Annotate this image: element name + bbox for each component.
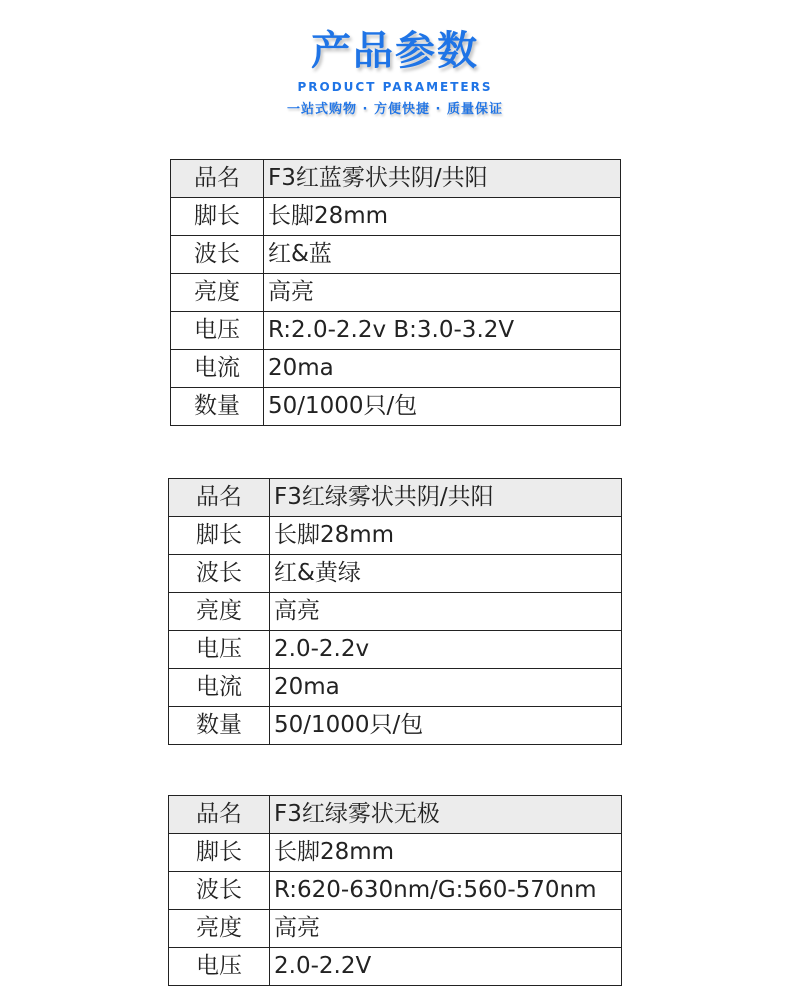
row-label: 脚长: [169, 834, 270, 872]
row-value: R:620-630nm/G:560-570nm: [270, 872, 622, 910]
table-row: [169, 707, 622, 745]
row-label: 波长: [169, 872, 270, 910]
table-row: [169, 796, 622, 834]
row-value: 50/1000只/包: [264, 388, 621, 426]
row-value: 50/1000只/包: [270, 707, 622, 745]
table-row: [169, 593, 622, 631]
table-row: [169, 872, 622, 910]
row-label: 电压: [171, 312, 264, 350]
row-label: 亮度: [171, 274, 264, 312]
row-label: 脚长: [169, 517, 270, 555]
row-value: 红&黄绿: [270, 555, 622, 593]
row-value: F3红绿雾状共阴/共阳: [270, 479, 622, 517]
table-row: [171, 388, 621, 426]
row-value: F3红蓝雾状共阴/共阳: [264, 160, 621, 198]
row-value: 2.0-2.2v: [270, 631, 622, 669]
table-row: [169, 631, 622, 669]
row-value: 高亮: [270, 910, 622, 948]
table-row: [169, 910, 622, 948]
row-value: 2.0-2.2V: [270, 948, 622, 986]
table-row: [169, 517, 622, 555]
row-value: 红&蓝: [264, 236, 621, 274]
table-row: [171, 274, 621, 312]
row-value: 长脚28mm: [264, 198, 621, 236]
row-label: 波长: [169, 555, 270, 593]
row-value: F3红绿雾状无极: [270, 796, 622, 834]
row-value: 20ma: [264, 350, 621, 388]
table-row: [169, 834, 622, 872]
table-row: [171, 198, 621, 236]
table-row: [169, 948, 622, 986]
row-label: 电压: [169, 948, 270, 986]
page-title: 产品参数: [311, 28, 479, 74]
spec-table-red-green: [168, 478, 622, 745]
page-slogan: 一站式购物 · 方便快捷 · 质量保证: [287, 102, 503, 117]
row-label: 数量: [169, 707, 270, 745]
row-value: 长脚28mm: [270, 517, 622, 555]
row-value: 20ma: [270, 669, 622, 707]
spec-table-red-green-bipolar: [168, 795, 622, 986]
row-label: 数量: [171, 388, 264, 426]
page-subtitle: PRODUCT PARAMETERS: [297, 80, 493, 94]
table-row: [171, 160, 621, 198]
row-value: R:2.0-2.2v B:3.0-3.2V: [264, 312, 621, 350]
table-row: [171, 312, 621, 350]
spec-table-red-blue: [170, 159, 621, 426]
row-value: 高亮: [270, 593, 622, 631]
row-label: 亮度: [169, 593, 270, 631]
table-row: [169, 479, 622, 517]
table-row: [169, 555, 622, 593]
row-value: 高亮: [264, 274, 621, 312]
row-label: 电流: [171, 350, 264, 388]
row-label: 电压: [169, 631, 270, 669]
row-value: 长脚28mm: [270, 834, 622, 872]
table-row: [171, 236, 621, 274]
row-label: 亮度: [169, 910, 270, 948]
row-label: 波长: [171, 236, 264, 274]
row-label: 脚长: [171, 198, 264, 236]
row-label: 品名: [171, 160, 264, 198]
row-label: 电流: [169, 669, 270, 707]
table-row: [171, 350, 621, 388]
table-row: [169, 669, 622, 707]
row-label: 品名: [169, 479, 270, 517]
row-label: 品名: [169, 796, 270, 834]
